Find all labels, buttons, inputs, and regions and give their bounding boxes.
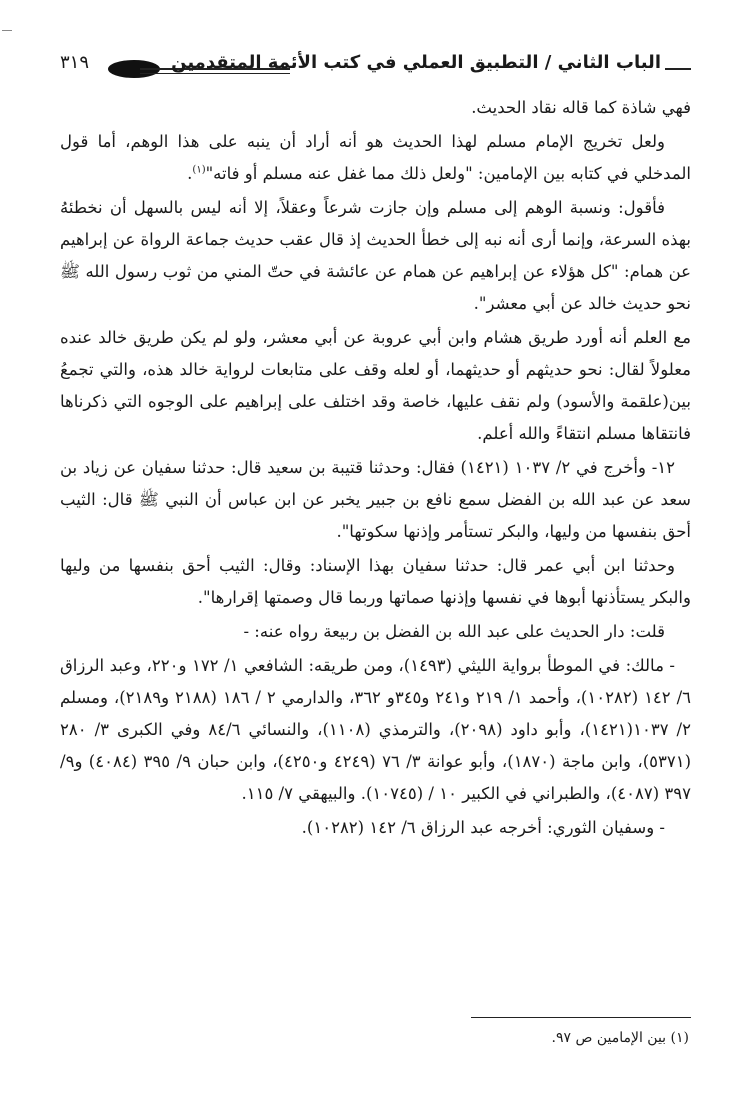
header-rule-right xyxy=(665,68,691,70)
main-text xyxy=(60,92,691,846)
paragraph-4: مع العلم أنه أورد طريق هشام وابن أبي عروبة عن أبي معشر، ولو لم يكن طريق خالد عنده معلولاً لقال: نحو حديثهم أو حديثهما، أو لعله وقف على متابعات لرواية خالد هذه، والتي تجمعُ بين(علقمة والأسود) ولم نقف عليها، خاصة وقد اختلف على إبراهيم على الوجوه التي ذكرناها فانتقاها مسلم انتقاءً والله أعلم. xyxy=(60,328,691,443)
scan-corner-mark xyxy=(2,30,12,31)
paragraph-7: قلت: دار الحديث على عبد الله بن الفضل بن ربيعة رواه عنه: - xyxy=(243,622,665,641)
hadith-item-12: ١٢- وأخرج في ٢/ ١٠٣٧ (١٤٢١) فقال: وحدثنا قتيبة بن سعيد قال: حدثنا سفيان عن زياد بن سعد عن عبد الله بن الفضل سمع نافع بن جبير يخبر عن ابن عباس أن النبي ﷺ قال: الثيب أحق بنفسها من وليها، والبكر تستأمر وإذنها سكوتها". xyxy=(60,458,691,541)
takhrij-malik: - مالك: في الموطأ برواية الليثي (١٤٩٣)، ومن طريقه: الشافعي ١/ ١٧٢ و٢٢٠، وعبد الرزاق ٦/ ١٤٢ (١٠٢٨٢)، وأحمد ١/ ٢١٩ و٢٤١ و٣٤٥و ٣٦٢، والدارمي ٢ / ١٨٦ (٢١٨٨ و٢١٨٩)، ومسلم ٢/ ١٠٣٧(١٤٢١)، وأبو داود (٢٠٩٨)، والترمذي (١١٠٨)، والنسائي ٨٤/٦ وفي الكبرى ٣/ ٢٨٠ (٥٣٧١)، وابن ماجة (١٨٧٠)، وأبو عوانة ٣/ ٧٦ (٤٢٤٩ و٤٢٥٠)، وابن حبان ٩/ ٣٩٥ (٤٠٨٤) و٩/ ٣٩٧ (٤٠٨٧)، والطبراني في الكبير ١٠ / (١٠٧٤٥). والبيهقي ٧/ ١١٥. xyxy=(60,656,692,803)
header-title: الباب الثاني / التطبيق العملي في كتب الأئمة المتقدمين xyxy=(171,52,661,73)
footnote-reference[interactable]: (١) xyxy=(192,164,206,176)
paragraph-2-text: ولعل تخريج الإمام مسلم لهذا الحديث هو أنه أراد أن ينبه على هذا الوهم، أما قول المدخلي في كتابه بين الإمامين: "ولعل ذلك مما غفل عنه مسلم أو فاته" xyxy=(60,132,691,183)
page-number: ٣١٩ xyxy=(60,52,90,73)
paragraph-1: فهي شاذة كما قاله نقاد الحديث. xyxy=(471,98,691,117)
paragraph-6: وحدثنا ابن أبي عمر قال: حدثنا سفيان بهذا الإسناد: وقال: الثيب أحق بنفسها من وليها والبكر يستأذنها أبوها في نفسها وإذنها صماتها وربما قال وصمتها إقرارها". xyxy=(60,556,691,607)
paragraph-2: ولعل تخريج الإمام مسلم لهذا الحديث هو أنه أراد أن ينبه على هذا الوهم، أما قول المدخلي في كتابه بين الإمامين: "ولعل ذلك مما غفل عنه مسلم أو فاته"$^{(١)}$. xyxy=(60,132,691,183)
header-rule-thin xyxy=(140,73,290,74)
running-header xyxy=(60,50,691,90)
paragraph-3: فأقول: ونسبة الوهم إلى مسلم وإن جازت شرعاً وعقلاً، إلا أنه ليس بالسهل أن نخطئهُ بهذه السرعة، وإنما أرى أنه نبه إلى خطأ الحديث إذ قال عقب حديث جماعة الرواة عن إبراهيم عن همام: "كل هؤلاء عن إبراهيم عن همام عن عائشة في حتّ المني من ثوب رسول الله ﷺ نحو حديث خالد عن أبي معشر". xyxy=(60,198,691,313)
takhrij-thawri: - وسفيان الثوري: أخرجه عبد الرزاق ٦/ ١٤٢ (١٠٢٨٢). xyxy=(301,818,665,837)
footnote-separator xyxy=(471,1017,691,1018)
footnote-1: (١) بين الإمامين ص ٩٧. xyxy=(551,1030,689,1046)
